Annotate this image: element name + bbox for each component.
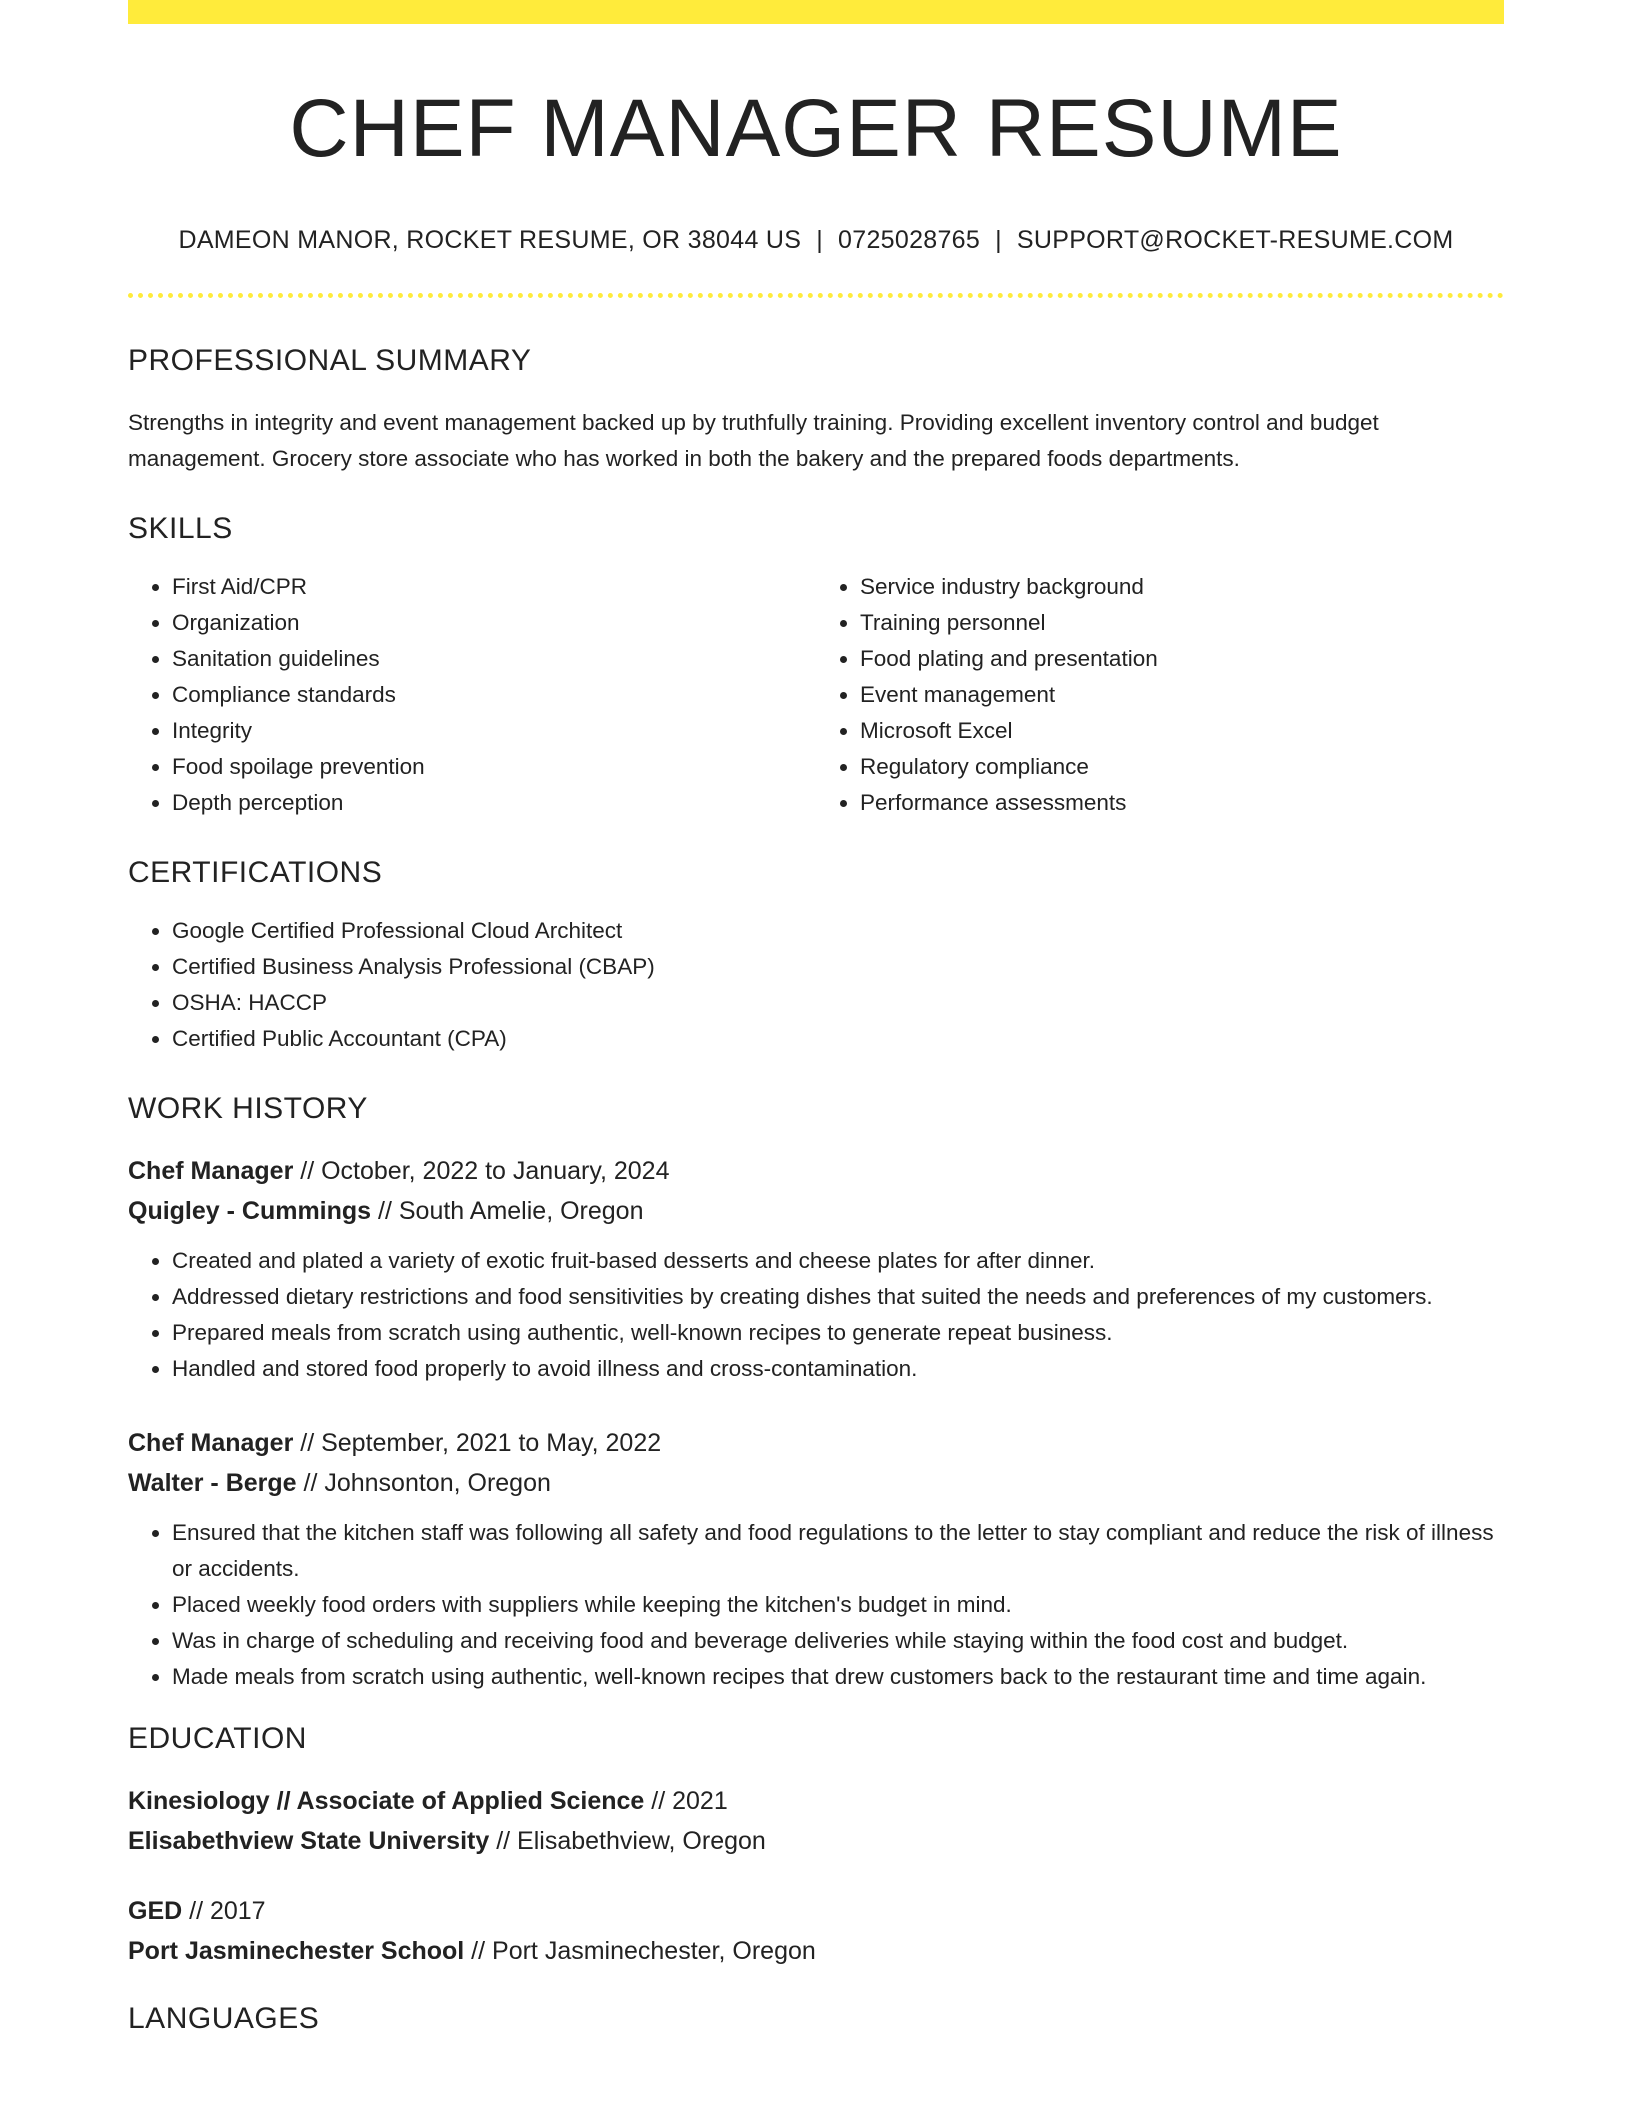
skill-item: • Service industry background bbox=[860, 569, 1504, 605]
job-title-line bbox=[128, 1151, 1504, 1191]
job-location: // South Amelie, Oregon bbox=[371, 1196, 644, 1225]
education-degree: Kinesiology // Associate of Applied Science bbox=[128, 1786, 645, 1815]
skill-item: • Compliance standards bbox=[172, 677, 816, 713]
contact-separator: | bbox=[816, 226, 824, 255]
job-company: Quigley - Cummings bbox=[128, 1196, 372, 1225]
skill-item: • Food plating and presentation bbox=[860, 641, 1504, 677]
job-location: // Johnsonton, Oregon bbox=[296, 1468, 551, 1497]
education-degree: GED bbox=[128, 1896, 183, 1925]
education-school-line bbox=[128, 1821, 1504, 1861]
job-duty-item: • Made meals from scratch using authentic, well-known recipes that drew customers back to the restaurant time and time again. bbox=[172, 1659, 1504, 1695]
job-duties-list bbox=[128, 1515, 1504, 1695]
skill-item: • Event management bbox=[860, 677, 1504, 713]
job-company-line bbox=[128, 1463, 1504, 1503]
education-degree-line bbox=[128, 1781, 1504, 1821]
job-duty-item: • Was in charge of scheduling and receiving food and beverage deliveries while staying within the food cost and budget. bbox=[172, 1623, 1504, 1659]
education-school-line bbox=[128, 1931, 1504, 1971]
education-location: // Port Jasminechester, Oregon bbox=[464, 1936, 816, 1965]
contact-separator: | bbox=[995, 226, 1002, 255]
job-duty-item: • Addressed dietary restrictions and food sensitivities by creating dishes that suited the needs and preferences of my customers. bbox=[172, 1279, 1504, 1315]
skill-item: • Integrity bbox=[172, 713, 816, 749]
skill-item: • Organization bbox=[172, 605, 816, 641]
job-dates: // September, 2021 to May, 2022 bbox=[293, 1428, 662, 1457]
skill-item: • Microsoft Excel bbox=[860, 713, 1504, 749]
job-duty-item: • Created and plated a variety of exotic fruit-based desserts and cheese plates for after dinner. bbox=[172, 1243, 1504, 1279]
job-duty-item: • Handled and stored food properly to avoid illness and cross-contamination. bbox=[172, 1351, 1504, 1387]
resume-page bbox=[128, 0, 1504, 2037]
certification-item: • Certified Public Accountant (CPA) bbox=[172, 1021, 1504, 1057]
education-school: Elisabethview State University bbox=[128, 1826, 490, 1855]
work-history-heading: WORK HISTORY bbox=[128, 1091, 368, 1125]
education-location: // Elisabethview, Oregon bbox=[489, 1826, 766, 1855]
skill-item: • Food spoilage prevention bbox=[172, 749, 816, 785]
resume-title: CHEF MANAGER RESUME bbox=[289, 83, 1343, 174]
job-duty-item: • Placed weekly food orders with suppliers while keeping the kitchen's budget in mind. bbox=[172, 1587, 1504, 1623]
certifications-heading: CERTIFICATIONS bbox=[128, 855, 383, 889]
job-role: Chef Manager bbox=[128, 1156, 294, 1185]
education-entry bbox=[128, 1891, 1504, 1971]
skills-grid bbox=[128, 569, 1504, 821]
job-header bbox=[128, 1151, 1504, 1231]
certification-item: • Certified Business Analysis Professional (CBAP) bbox=[172, 949, 1504, 985]
job-duty-item: • Prepared meals from scratch using authentic, well-known recipes to generate repeat business. bbox=[172, 1315, 1504, 1351]
certifications-list bbox=[128, 913, 1504, 1057]
job-header bbox=[128, 1423, 1504, 1503]
skill-item: • First Aid/CPR bbox=[172, 569, 816, 605]
certification-item: • OSHA: HACCP bbox=[172, 985, 1504, 1021]
top-accent-bar bbox=[128, 0, 1504, 24]
job-dates: // October, 2022 to January, 2024 bbox=[293, 1156, 670, 1185]
skill-item: • Regulatory compliance bbox=[860, 749, 1504, 785]
job-duties-list bbox=[128, 1243, 1504, 1387]
skill-item: • Sanitation guidelines bbox=[172, 641, 816, 677]
job-duty-item: • Ensured that the kitchen staff was following all safety and food regulations to the letter to stay compliant and reduce the risk of illness or accidents. bbox=[172, 1515, 1504, 1587]
job-role: Chef Manager bbox=[128, 1428, 294, 1457]
contact-email: SUPPORT@ROCKET-RESUME.COM bbox=[1016, 226, 1454, 255]
job-company: Walter - Berge bbox=[128, 1468, 297, 1497]
education-school: Port Jasminechester School bbox=[128, 1936, 465, 1965]
certification-item: • Google Certified Professional Cloud Architect bbox=[172, 913, 1504, 949]
summary-text: Strengths in integrity and event management backed up by truthfully training. Providing excellent inventory control and budget management. Grocery store associate who has worked in both the bakery and the prepared foods departments. bbox=[128, 409, 1379, 471]
contact-address: DAMEON MANOR, ROCKET RESUME, OR 38044 US bbox=[178, 226, 802, 255]
job-title-line bbox=[128, 1423, 1504, 1463]
job-company-line bbox=[128, 1191, 1504, 1231]
education-year: // 2017 bbox=[182, 1896, 266, 1925]
skills-column-left bbox=[128, 569, 816, 821]
skill-item: • Training personnel bbox=[860, 605, 1504, 641]
skills-heading: SKILLS bbox=[128, 511, 233, 545]
skill-item: • Performance assessments bbox=[860, 785, 1504, 821]
education-entry bbox=[128, 1781, 1504, 1861]
skills-column-right bbox=[816, 569, 1504, 821]
contact-line bbox=[128, 224, 1504, 257]
education-degree-line bbox=[128, 1891, 1504, 1931]
summary-heading: PROFESSIONAL SUMMARY bbox=[128, 343, 532, 377]
education-heading: EDUCATION bbox=[128, 1721, 307, 1755]
contact-phone: 0725028765 bbox=[838, 226, 981, 255]
skill-item: • Depth perception bbox=[172, 785, 816, 821]
dotted-divider bbox=[128, 293, 1504, 298]
education-year: // 2021 bbox=[644, 1786, 728, 1815]
languages-heading: LANGUAGES bbox=[128, 2001, 320, 2035]
